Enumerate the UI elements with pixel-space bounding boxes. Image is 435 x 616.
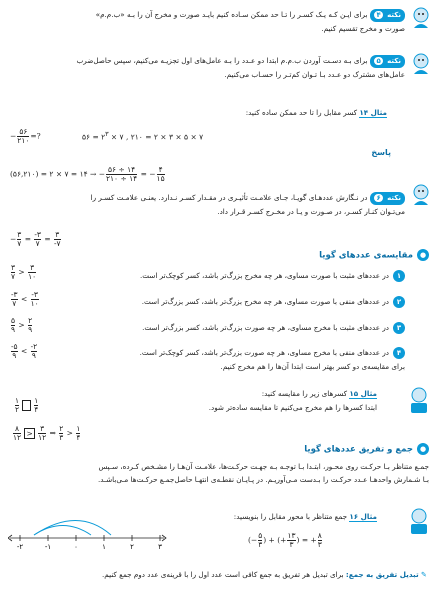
jump-arc (34, 526, 91, 536)
tick-label: ۲ (130, 543, 134, 551)
note-4: نکته ۴برای ایـن کـه یـک کسـر را تـا حد ممکن سـاده کنیم بایـد صورت و مخرج آن را بـه «ب.م.م» صورت و مخرج تقسیم کنیم. (95, 10, 405, 33)
case-example: $\frac{-۳}{۷}$ < $\frac{-۳}{۱۰}$ (11, 290, 39, 308)
note-5: نکته ۵برای بـه دسـت آوردن ب.م.م ابتدا دو عـدد را بـه عامل‌های اول تجزیـه می‌کنیم، سپس حاصل‌ضرب عامل‌های مشترک دو عـدد بـا تـوان کم‌تـر را حسـاب می‌کنیم. (76, 56, 405, 79)
student-avatar-icon (410, 52, 432, 76)
compare-section-title: ●مقایسه‌ی عددهای گویا (319, 249, 429, 261)
addsub-section-title: ●جمع و تفریق عددهای گویا (304, 443, 429, 455)
case-example: $\frac{۵}{۹}$ > $\frac{۲}{۹}$ (11, 316, 33, 334)
example-16-equation: (− $\frac{۵}{۳}$ ) + (+ $\frac{۱۳}{۳}$ ) = + $\frac{۸}{۳}$ (248, 531, 322, 549)
tick-label: ۱ (102, 543, 106, 551)
note-tag: نکته ۴ (370, 9, 405, 22)
compare-case: ۲در عددهای منفی با صورت مساوی، هر چه مخرج بزرگ‌تر باشد، کسر بزرگ‌تر است. (142, 296, 405, 308)
note-tag: نکته ۶ (370, 192, 405, 205)
student-reading-icon (406, 507, 432, 535)
section-marker-icon: ● (417, 443, 429, 455)
tick-label: ۰ (74, 543, 78, 551)
answer-label: پاسخ (371, 148, 391, 157)
compare-tail: برای مقایسه‌ی دو کسر بهتر است ابتدا آن‌ها را هم مخرج کنیم. (220, 362, 405, 371)
example-15-answer: ابتدا کسرها را هم مخرج می‌کنیم تا مقایسه ساده‌تر شود. (208, 403, 377, 412)
addsub-body: جمـع متناظر بـا حرکـت روی محـور، ابتـدا بـا توجـه بـه جهـت حرکـت‌ها، علامـت آن‌هـا را مشـخص کـرده، سـپس بـا شـمارش واحدهـا عـدد حرکـت را بـدست مـی‌آوریـم. در پـایـان نقطـه‌ی انتهـا حاصل‌جمـع حرکـت‌ها مـی‌باشـد. (97, 462, 429, 484)
compare-case: ۱در عددهای مثبت با صورت مساوی، هر چه مخرج بزرگ‌تر باشد، کسر کوچک‌تر است. (140, 270, 405, 282)
example-16-heading: مثال ۱۶ جمع متناظر با محور مقابل را بنویسید: (233, 512, 377, 521)
example-14-question: − $\frac{۵۶}{۲۱۰}$ =? (10, 127, 41, 145)
note-6: نکته ۶در نـگارش عددهـای گویـا، جـای علامـت تأثیـری در مقـدار کسـر نـدارد. یعنـی علامـت کسـر را می‌تـوان کنـار کسـر، در صـورت و یـا در مخـرج کسـر قـرار داد. (90, 193, 405, 216)
case-example: $\frac{-۵}{۹}$ < $\frac{-۲}{۹}$ (11, 342, 38, 360)
note-tag: نکته ۵ (370, 55, 405, 68)
number-line (8, 508, 168, 552)
student-reading-icon (406, 386, 432, 414)
compare-case: ۴در عددهای منفی با مخرج مساوی، هر چه صورت بزرگ‌تر باشد، کسر کوچک‌تر است. (140, 347, 405, 359)
case-example: $\frac{۳}{۷}$ > $\frac{۳}{۱۰}$ (11, 263, 37, 281)
jump-arc (34, 521, 111, 536)
example-15-question: $\frac{۱}{۲}$ $\frac{۱}{۴}$ (15, 396, 39, 414)
tick-label: -۲ (16, 543, 24, 551)
footer-note: ✎ تبدیل تفریق به جمع: برای تبدیل هر تفریق به جمع کافی است عدد اول را با قرینه‌ی عدد دوم جمع کنیم. (102, 570, 427, 579)
example-15-heading: مثال ۱۵ کسرهای زیر را مقایسه کنید: (261, 389, 377, 398)
student-avatar-icon (410, 6, 432, 30)
factorization: ۵۶ = $۲^۳$ × ۷ , ۲۱۰ = ۲ × ۳ × ۵ × ۷ (82, 131, 204, 142)
sign-equivalence: − $\frac{۳}{۷}$ = $\frac{-۳}{۷}$ = $\frac{۳}{-۷}$ (10, 230, 61, 248)
gcd-solution: (۵۶,۲۱۰) = ۲ × ۷ = ۱۴ → − $\frac{۵۶ \div ۱۴}{۲۱۰ \div ۱۴}$ = − $\frac{۴}{۱۵}$ (10, 165, 165, 183)
compare-case: ۳در عددهای مثبت با مخرج مساوی، هر چه صورت بزرگ‌تر باشد، کسر بزرگ‌تر است. (142, 322, 405, 334)
tick-label: ۳ (158, 543, 162, 551)
tick-label: -۱ (44, 543, 52, 551)
example-15-solution: $\frac{۸}{۱۲}$ > $\frac{۳}{۱۲}$ ⇒ $\frac{۲}{۳}$ > $\frac{۱}{۴}$ (13, 424, 81, 442)
pencil-icon: ✎ (420, 570, 427, 579)
student-avatar-icon (410, 183, 432, 207)
example-14-heading: مثال ۱۴ کسر مقابل را تا حد ممکن ساده کنید: (245, 108, 387, 117)
section-marker-icon: ● (417, 249, 429, 261)
